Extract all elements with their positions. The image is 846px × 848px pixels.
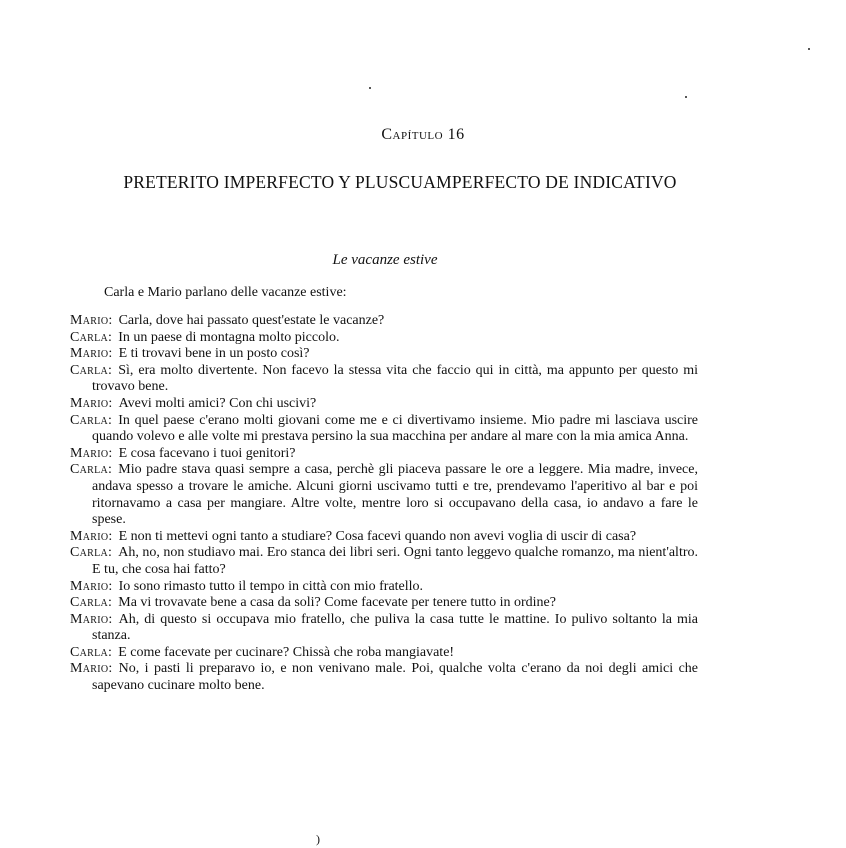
dialogue-text: E non ti mettevi ogni tanto a studiare? Cosa facevi quando non avevi voglia di uscir di casa?	[118, 528, 637, 544]
dialogue-turn	[0, 545, 698, 578]
speaker-label: Carla:	[70, 545, 113, 561]
dialogue-turn	[0, 595, 698, 612]
dialogue-text: E come facevate per cucinare? Chissà che roba mangiavate!	[118, 644, 455, 660]
dialogue-turn	[0, 330, 698, 347]
dialogue-text: Avevi molti amici? Con chi uscivi?	[118, 395, 317, 411]
speaker-label: Mario:	[70, 346, 113, 362]
dialogue-turn	[0, 313, 698, 330]
scan-speck	[369, 87, 371, 89]
dialogue-turn	[0, 529, 698, 546]
speaker-label: Carla:	[70, 644, 113, 660]
dialogue-text: Carla, dove hai passato quest'estate le vacanze?	[118, 313, 385, 328]
speaker-label: Carla:	[70, 329, 113, 345]
speaker-label: Mario:	[70, 395, 113, 411]
dialogue-text: Mio padre stava quasi sempre a casa, perchè gli piaceva passare le ore a leggere. Mia madre, invece, andava spesso a trovare le amiche. Alcuni giorni uscivamo tutti e tre, prendevamo l'aperitivo al bar e poi ritornavamo a casa per mangiare. Altre volte, mentre loro si occupavano della casa, io andavo a fare le spese.	[92, 462, 698, 528]
dialogue-turn	[0, 612, 698, 645]
dialogue-turn	[0, 579, 698, 596]
page-folio: )	[316, 832, 320, 846]
chapter-title: PRETERITO IMPERFECTO Y PLUSCUAMPERFECTO DE INDICATIVO	[123, 172, 677, 192]
dialogue-text: E cosa facevano i tuoi genitori?	[118, 445, 296, 461]
dialogue-turn	[0, 346, 698, 363]
dialogue-turn	[0, 645, 698, 662]
dialogue-text: Io sono rimasto tutto il tempo in città con mio fratello.	[118, 578, 424, 594]
dialogue-text: E ti trovavi bene in un posto così?	[118, 346, 310, 362]
dialogue-text: Sì, era molto divertente. Non facevo la stessa vita che faccio qui in città, ma appunto per questo mi trovavo bene.	[92, 362, 698, 395]
dialogue-text: In quel paese c'erano molti giovani come me e ci divertivamo insieme. Mio padre mi lasciava uscire quando volevo e alle volte mi prestava persino la sua macchina per andare al mare con la mia amica Anna.	[92, 412, 698, 445]
speaker-label: Mario:	[70, 661, 113, 677]
speaker-label: Carla:	[70, 412, 113, 428]
speaker-label: Mario:	[70, 528, 113, 544]
intro-line: Carla e Mario parlano delle vacanze estive:	[104, 285, 347, 300]
dialogue-turn	[0, 396, 698, 413]
dialogue-turn	[0, 661, 698, 694]
speaker-label: Carla:	[70, 595, 113, 611]
dialogue-text: In un paese di montagna molto piccolo.	[118, 329, 340, 345]
dialogue-text: Ah, no, non studiavo mai. Ero stanca dei libri seri. Ogni tanto leggevo qualche romanzo, ma nient'altro. E tu, che cosa hai fatto?	[92, 545, 698, 577]
scan-speck	[808, 48, 810, 50]
dialogue-turn	[0, 363, 698, 396]
section-title: Le vacanze estive	[332, 252, 438, 268]
speaker-label: Mario:	[70, 445, 113, 461]
dialogue-text: Ma vi trovavate bene a casa da soli? Come facevate per tenere tutto in ordine?	[118, 595, 556, 611]
speaker-label: Mario:	[70, 611, 113, 627]
speaker-label: Mario:	[70, 578, 113, 594]
dialogue-turn	[0, 413, 698, 446]
scan-speck	[685, 96, 687, 98]
dialogue	[70, 313, 698, 695]
dialogue-text: Ah, di questo si occupava mio fratello, che puliva la casa tutte le mattine. Io pulivo soltanto la mia stanza.	[92, 611, 698, 644]
speaker-label: Mario:	[70, 313, 113, 328]
chapter-label: Capítulo 16	[381, 126, 465, 143]
dialogue-turn	[0, 446, 698, 463]
speaker-label: Carla:	[70, 462, 113, 478]
dialogue-turn	[0, 462, 698, 528]
speaker-label: Carla:	[70, 362, 113, 378]
dialogue-text: No, i pasti li preparavo io, e non venivano male. Poi, qualche volta c'erano da noi degli amici che sapevano cucinare molto bene.	[92, 661, 698, 694]
